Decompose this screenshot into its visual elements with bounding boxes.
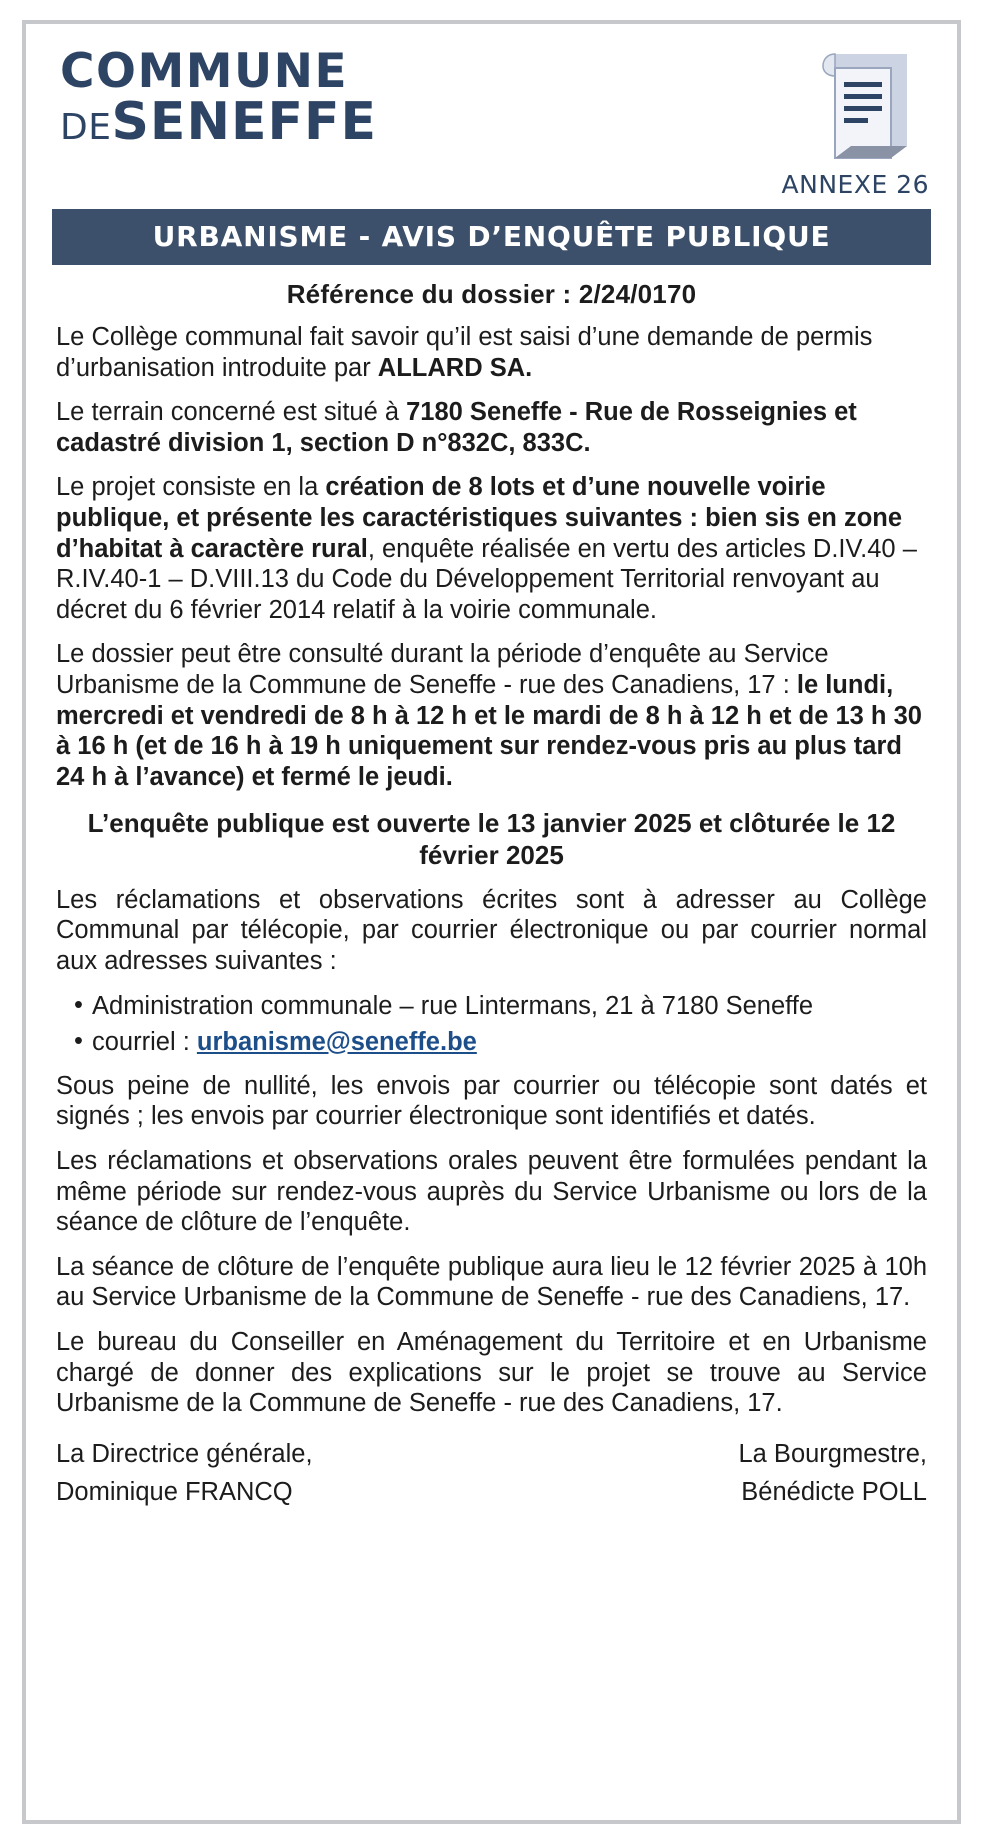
commune-word: COMMUNE (60, 44, 349, 99)
signature-block (56, 1435, 927, 1512)
signature-names-row (56, 1473, 927, 1511)
paragraph-projet (56, 472, 927, 625)
list-item (74, 1026, 927, 1059)
email-link[interactable]: urbanisme@seneffe.be (196, 1027, 477, 1056)
paragraph-consultation (56, 639, 927, 792)
commune-de-word: DE (60, 107, 112, 149)
paragraph-demande-text: Le Collège communal fait savoir qu’il est saisi d’une demande de permis d’urbanisation introduite par (56, 323, 873, 382)
projet-legal-refs: , enquête réalisée en vertu des articles D.IV.40 – R.IV.40-1 – D.VIII.13 du Code du Développement Territorial renvoyant au décret du 6 février 2014 relatif à la voirie communale. (56, 534, 917, 624)
paragraph-demande (56, 322, 927, 383)
commune-title (60, 44, 378, 153)
terrain-address: 7180 Seneffe - Rue de Rosseignies et cadastré division 1, section D n°832C, 833C. (56, 398, 857, 457)
paragraph-reclamations: Les réclamations et observations écrites sont à adresser au Collège Communal par télécopie, par courrier électronique ou par courrier normal aux adresses suivantes : (56, 885, 927, 975)
applicant-name: ALLARD SA. (377, 353, 533, 382)
consultation-hours: le lundi, mercredi et vendredi de 8 h à 12 h et le mardi de 8 h à 12 h et de 13 h 30 à 16 h (et de 16 h à 19 h uniquement sur rendez-vous pris au plus tard 24 h à l’avance) et fermé le jeudi. (56, 670, 922, 791)
commune-city-line (60, 92, 378, 153)
signature-left-name: Dominique FRANCQ (56, 1477, 293, 1506)
dossier-reference: Référence du dossier : 2/24/0170 (286, 279, 697, 309)
enquiry-dates: L’enquête publique est ouverte le 13 janvier 2025 et clôturée le 12 février 2025 (87, 808, 896, 870)
consultation-intro: Le dossier peut être consulté durant la période d’enquête au Service Urbanisme de la Commune de Seneffe - rue des Canadiens, 17 : (56, 640, 829, 699)
paragraph-nullite: Sous peine de nullité, les envois par courrier ou télécopie sont datés et signés ; les envois par courrier électronique sont identifiés et datés. (56, 1071, 927, 1131)
signature-left-title: La Directrice générale, (56, 1439, 313, 1468)
signature-right-name: Bénédicte POLL (741, 1477, 927, 1506)
logo-and-annexe (782, 46, 931, 199)
projet-description: création de 8 lots et d’une nouvelle voirie publique, et présente les caractéristiques suivantes : bien sis en zone d’habitat à caractère rural (56, 473, 903, 563)
paragraph-terrain (56, 397, 927, 458)
notice-titlebar: URBANISME - AVIS D’ENQUÊTE PUBLIQUE (52, 209, 931, 265)
address-list (56, 990, 927, 1058)
document-scroll-icon (811, 46, 931, 164)
notice-body (52, 265, 931, 1802)
paragraph-seance-cloture: La séance de clôture de l’enquête publique aura lieu le 12 février 2025 à 10h au Service Urbanisme de la Commune de Seneffe - rue des Canadiens, 17. (56, 1252, 927, 1312)
list-item: • Administration communale – rue Lintermans, 21 à 7180 Seneffe (74, 990, 927, 1023)
paragraph-terrain-text: Le terrain concerné est situé à (56, 398, 407, 427)
public-enquiry-notice (22, 20, 961, 1824)
annexe-label: ANNEXE 26 (781, 170, 929, 199)
signature-titles-row (56, 1435, 927, 1473)
commune-city-name: SENEFFE (111, 92, 378, 153)
paragraph-observations-orales: Les réclamations et observations orales peuvent être formulées pendant la même période sur rendez-vous auprès du Service Urbanisme ou lors de la séance de clôture de l’enquête. (56, 1146, 927, 1237)
paragraph-projet-intro: Le projet consiste en la (56, 473, 326, 502)
notice-header (52, 46, 931, 199)
signature-right-title: La Bourgmestre, (738, 1439, 927, 1468)
paragraph-bureau-conseiller: Le bureau du Conseiller en Aménagement du Territoire et en Urbanisme chargé de donner des explications sur le projet se trouve au Service Urbanisme de la Commune de Seneffe - rue des Canadiens, 17. (56, 1327, 927, 1418)
email-label: courriel : (92, 1027, 197, 1056)
